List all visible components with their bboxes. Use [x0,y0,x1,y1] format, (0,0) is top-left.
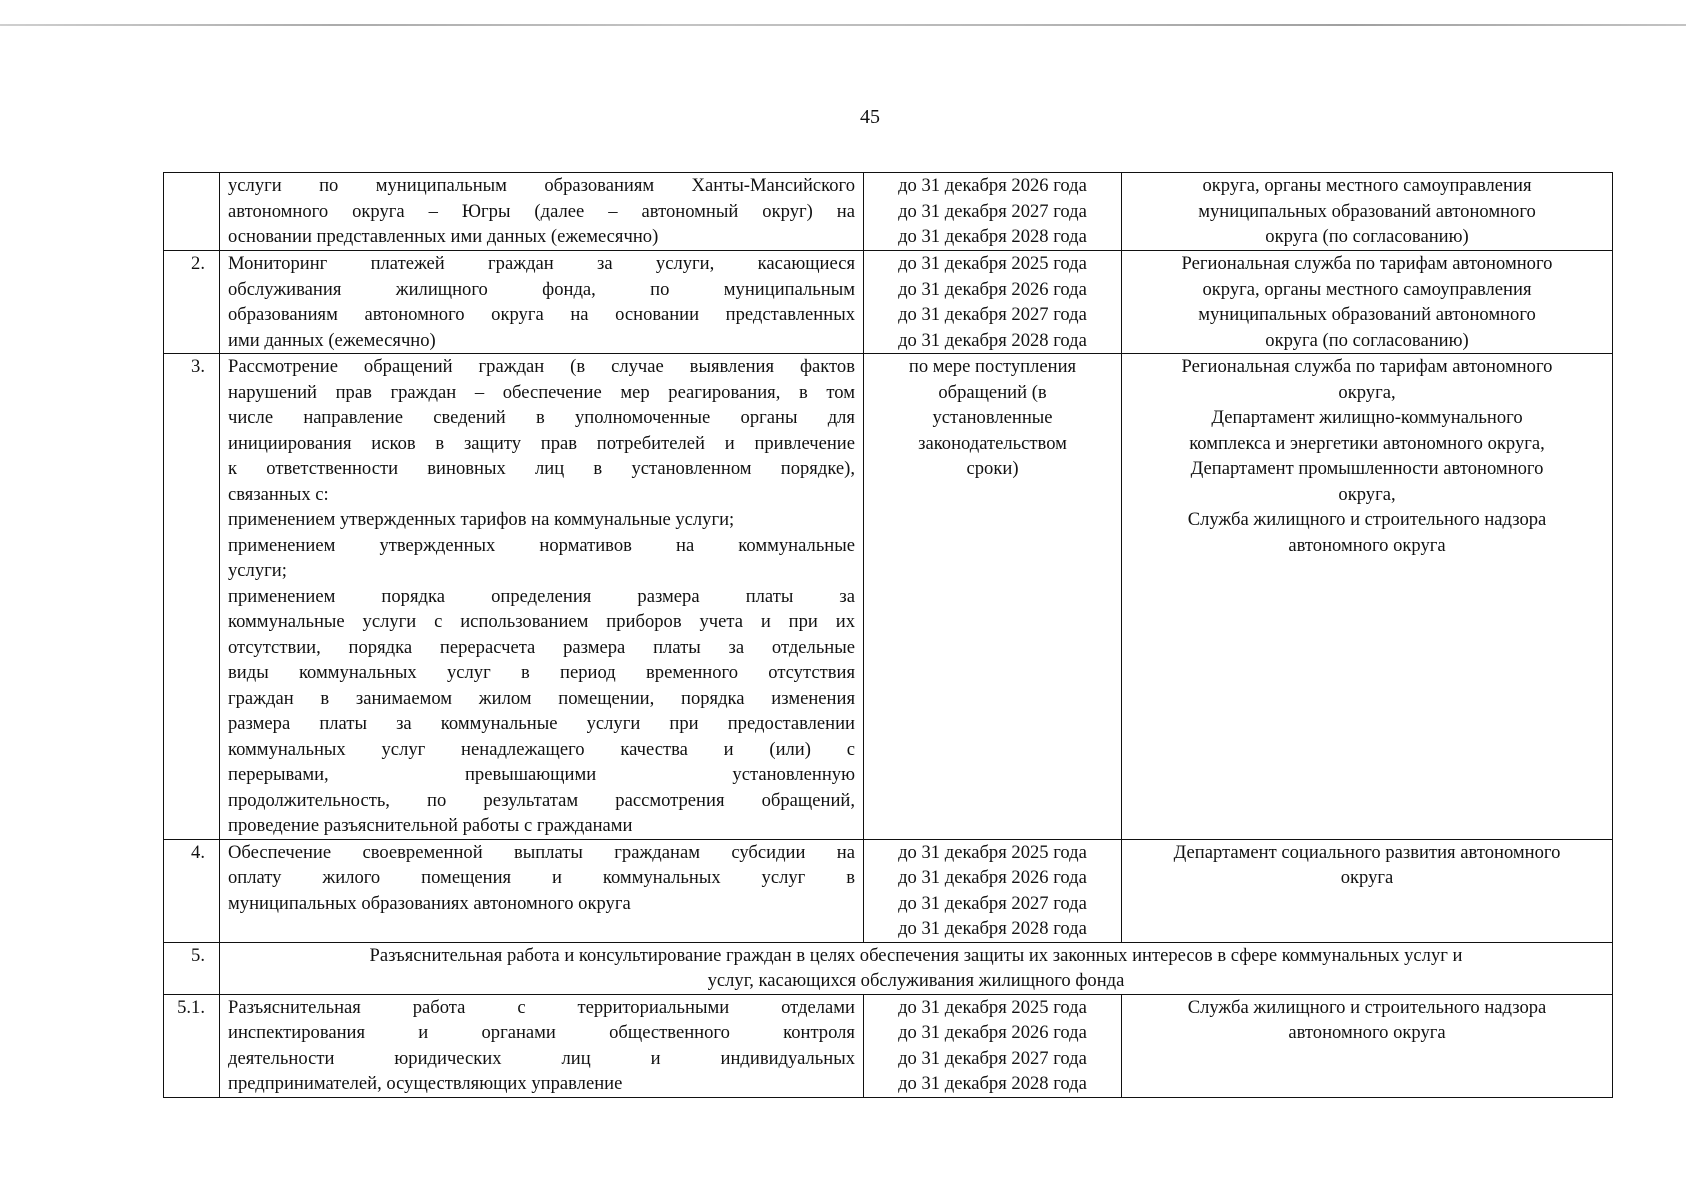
cell-line: установленные [932,407,1053,428]
cell-line: предпринимателей, осуществляющих управление [228,1073,623,1094]
cell-line: коммунальные услуги с использованием приборов учета и при их [228,611,855,632]
cell-line: числе направление сведений в уполномоченные органы для [228,407,855,428]
executor-cell [1122,839,1613,942]
cell-line: округа, органы местного самоуправления [1202,278,1532,300]
cell-line: до 31 декабря 2025 года [898,996,1087,1018]
cell-line: округа, [1338,381,1396,403]
cell-line: деятельности юридических лиц и индивидуальных [228,1047,855,1069]
cell-line: образованиям автономного округа на основании представленных [228,304,855,325]
cell-line: до 31 декабря 2026 года [898,867,1087,888]
table-row [164,839,1613,942]
cell-line: законодательством [918,432,1067,454]
cell-line: автономного округа – Югры (далее – автономный округ) на [228,200,855,222]
table-row [164,354,1613,840]
cell-line: Рассмотрение обращений граждан (в случае выявления фактов [228,356,855,377]
cell-line: инспектирования и органами общественного контроля [228,1022,855,1043]
cell-line: Обеспечение своевременной выплаты гражданам субсидии на [228,841,855,863]
cell-line: применением утвержденных тарифов на коммунальные услуги; [228,509,735,530]
cell-line: до 31 декабря 2028 года [898,226,1087,247]
cell-line: коммунальных услуг ненадлежащего качества и (или) с [228,738,855,760]
cell-line: услуги; [228,560,287,581]
cell-line: граждан в занимаемом жилом помещении, порядка изменения [228,687,855,709]
cell-line: сроки) [966,458,1019,479]
cell-line: муниципальных образованиях автономного округа [228,892,631,914]
cell-line: применением порядка определения размера платы за [228,585,855,607]
cell-line: обращений (в [938,381,1047,403]
measures-table [163,172,1613,1098]
cell-line: отсутствии, порядка перерасчета размера платы за отдельные [228,636,855,658]
cell-line: муниципальных образований автономного [1198,304,1536,325]
cell-line: Региональная служба по тарифам автономного [1181,356,1553,377]
term-cell [864,994,1122,1097]
term-cell [864,354,1122,840]
cell-line: услуги по муниципальным образованиям Ханты-Мансийского [228,175,855,196]
cell-line: обслуживания жилищного фонда, по муниципальным [228,278,855,300]
cell-line: Служба жилищного и строительного надзора [1187,509,1547,530]
executor-cell [1122,251,1613,354]
section-row [164,942,1613,994]
cell-line: Департамент социального развития автономного [1173,841,1561,863]
row-number [164,251,220,354]
table-row [164,173,1613,251]
executor-cell [1122,354,1613,840]
cell-line: муниципальных образований автономного [1198,200,1536,222]
cell-line: Департамент промышленности автономного [1190,458,1544,479]
row-number-text: 3. [191,356,205,377]
cell-line: до 31 декабря 2027 года [898,1047,1087,1069]
cell-line: Департамент жилищно-коммунального [1211,407,1523,428]
row-number-text: 5. [191,944,205,966]
cell-line: до 31 декабря 2026 года [898,175,1087,196]
cell-line: проведение разъяснительной работы с гражданами [228,815,633,836]
cell-line: до 31 декабря 2027 года [898,200,1087,222]
cell-line: округа [1340,867,1394,888]
task-cell [220,994,864,1097]
cell-line: округа (по согласованию) [1265,226,1469,247]
cell-line: до 31 декабря 2025 года [898,253,1087,274]
scan-artifact-line [0,24,1686,26]
row-number-text: 2. [191,253,205,274]
term-cell [864,839,1122,942]
cell-line: продолжительность, по результатам рассмотрения обращений, [228,789,855,811]
cell-line: комплекса и энергетики автономного округа, [1189,432,1545,454]
row-number [164,173,220,251]
cell-line: до 31 декабря 2026 года [898,1022,1087,1043]
task-cell [220,354,864,840]
task-cell [220,173,864,251]
executor-cell [1122,173,1613,251]
cell-line: по мере поступления [908,356,1077,377]
row-number-text: 5.1. [177,996,205,1018]
cell-line: автономного округа [1288,1022,1446,1043]
cell-line: виды коммунальных услуг в период временного отсутствия [228,662,855,683]
row-number [164,354,220,840]
table-row [164,994,1613,1097]
cell-line: округа, органы местного самоуправления [1202,175,1532,196]
cell-line: Мониторинг платежей граждан за услуги, касающиеся [228,253,855,274]
cell-line: до 31 декабря 2027 года [898,892,1087,914]
cell-line: до 31 декабря 2028 года [898,1073,1087,1094]
cell-line: Региональная служба по тарифам автономного [1181,253,1553,274]
task-cell [220,839,864,942]
cell-line: услуг, касающихся обслуживания жилищного фонда [707,970,1125,991]
cell-line: до 31 декабря 2026 года [898,278,1087,300]
cell-line: ими данных (ежемесячно) [228,329,436,351]
cell-line: округа, [1338,483,1396,505]
row-number [164,994,220,1097]
row-number-text: 4. [191,841,205,863]
cell-line: связанных с: [228,483,329,505]
cell-line: к ответственности виновных лиц в установленном порядке), [228,458,855,479]
cell-line: до 31 декабря 2025 года [898,841,1087,863]
executor-cell [1122,994,1613,1097]
term-cell [864,173,1122,251]
cell-line: перерывами, превышающими установленную [228,764,855,785]
cell-line: оплату жилого помещения и коммунальных услуг в [228,867,855,888]
cell-line: Разъяснительная работа с территориальными отделами [228,996,855,1018]
table-row [164,251,1613,354]
section-heading [220,942,1613,994]
term-cell [864,251,1122,354]
cell-line: до 31 декабря 2028 года [898,329,1087,351]
cell-line: инициирования исков в защиту прав потребителей и привлечение [228,432,855,454]
cell-line: Служба жилищного и строительного надзора [1187,996,1547,1018]
row-number [164,839,220,942]
cell-line: до 31 декабря 2027 года [898,304,1087,325]
page-number: 45 [860,106,880,128]
cell-line: Разъяснительная работа и консультирование граждан в целях обеспечения защиты их законных интересов в сфере коммунальных услуг и [369,944,1463,966]
cell-line: автономного округа [1288,534,1446,556]
cell-line: применением утвержденных нормативов на коммунальные [228,534,855,556]
row-number [164,942,220,994]
cell-line: размера платы за коммунальные услуги при предоставлении [228,713,855,734]
cell-line: основании представленных ими данных (ежемесячно) [228,226,659,247]
cell-line: до 31 декабря 2028 года [898,918,1087,939]
task-cell [220,251,864,354]
cell-line: округа (по согласованию) [1265,329,1469,351]
cell-line: нарушений прав граждан – обеспечение мер реагирования, в том [228,381,855,403]
